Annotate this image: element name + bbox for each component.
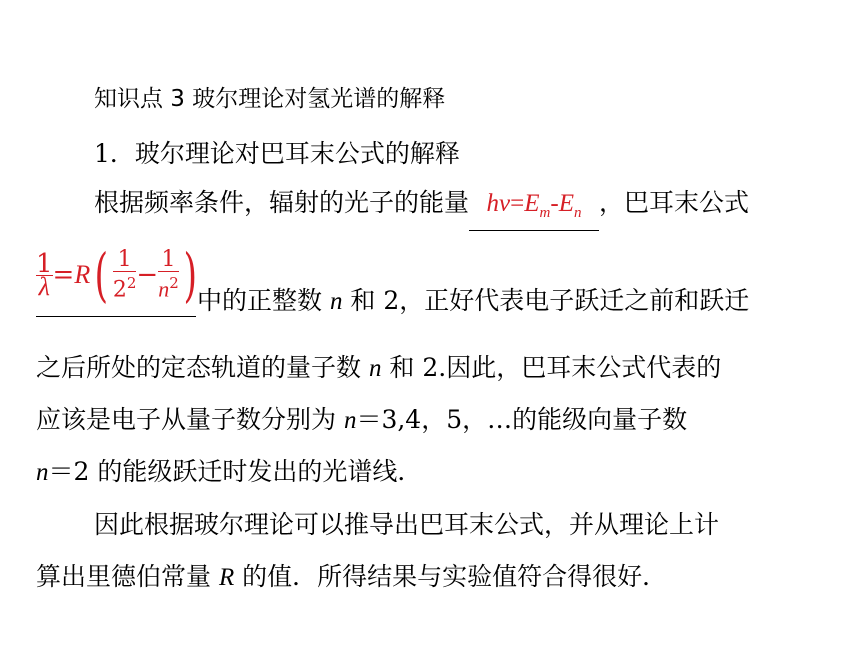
paragraph-1-line-5: n＝2 的能级跃迁时发出的光谱线． (36, 457, 423, 486)
one-over-two-squared: $\frac{1}{2^2}$ (112, 246, 137, 303)
energy-formula-blank (469, 186, 599, 231)
item-1-title: 1．玻尔理论对巴耳末公式的解释 (94, 139, 460, 168)
paragraph-2-line-1: 因此根据玻尔理论可以推导出巴耳末公式，并从理论上计 (94, 510, 720, 539)
paragraph-1-line-4: 应该是电子从量子数分别为 n＝3,4，5，…的能级向量子数 (36, 405, 688, 434)
energy-formula: $h\nu=E_m-E_n$ (486, 190, 582, 221)
paragraph-1-line-2: 中的正整数 n 和 2，正好代表电子跃迁之前和跃迁 (197, 286, 750, 315)
section-title: 知识点 3 玻尔理论对氢光谱的解释 (94, 86, 446, 112)
paragraph-2-line-2: 算出里德伯常量 R 的值．所得结果与实验值符合得很好． (36, 562, 668, 591)
one-over-n-squared: $\frac{1}{n^2}$ (158, 246, 179, 302)
paragraph-1-line-3: 之后所处的定态轨道的量子数 n 和 2.因此，巴耳末公式代表的 (36, 353, 722, 382)
one-over-lambda: $\frac{1}{\lambda}$ (36, 248, 53, 301)
balmer-formula-blank (36, 240, 196, 317)
para1-end: ，巴耳末公式 (599, 188, 750, 217)
balmer-formula: $\frac{1}{\lambda}$ =R( $\frac{1}{2^2}$ − $\frac{1}{n^2}$ ) (36, 241, 197, 309)
para1-start: 根据频率条件，辐射的光子的能量 (94, 188, 470, 217)
paragraph-1-line-1 (94, 186, 749, 231)
